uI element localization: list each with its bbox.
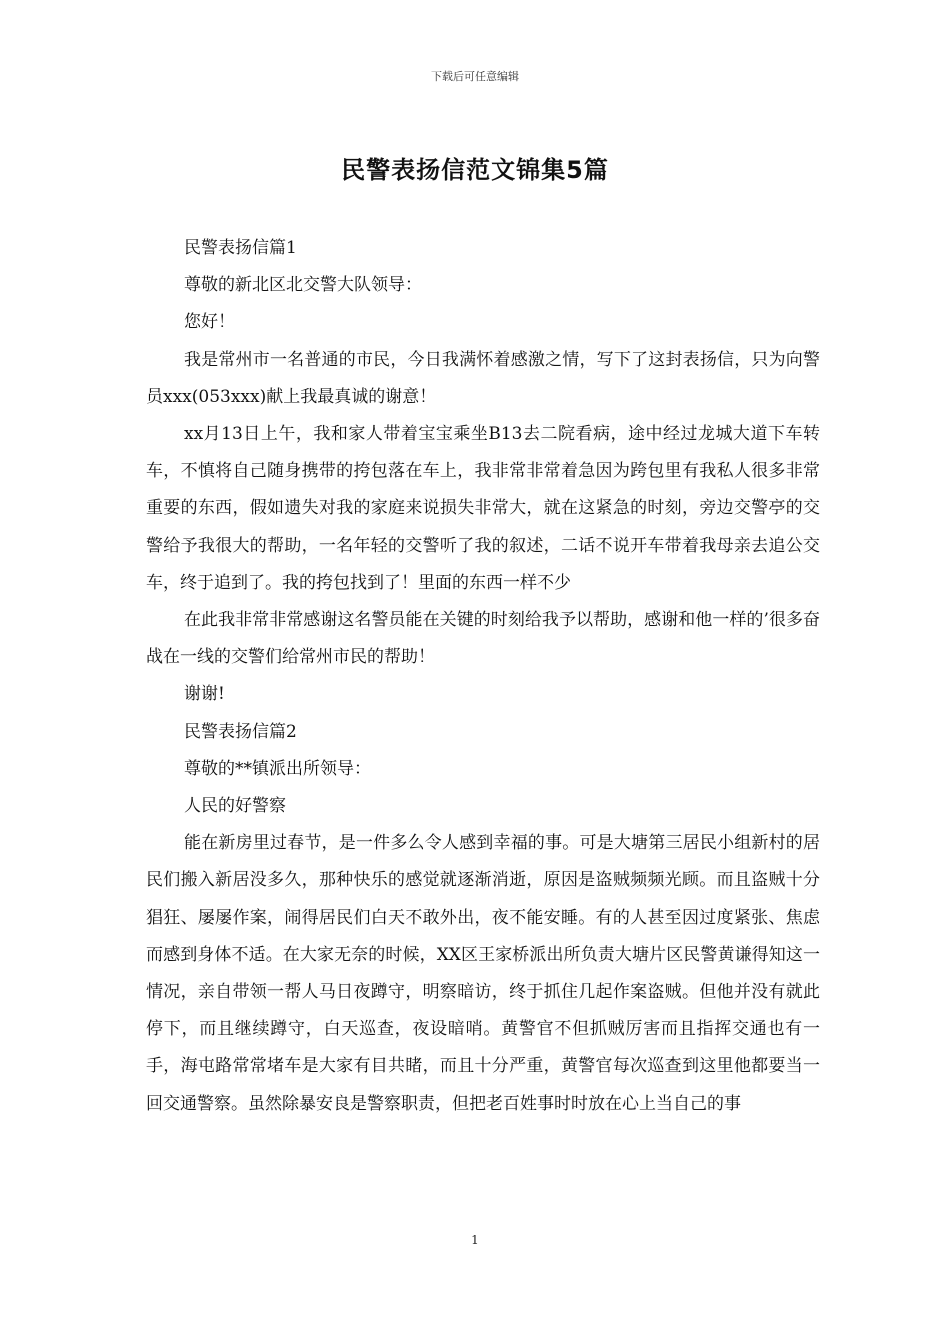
header-note: 下载后可任意编辑 xyxy=(431,70,519,83)
body-paragraph: xx月13日上午，我和家人带着宝宝乘坐B13去二院看病，途中经过龙城大道下车转车，不慎将自己随身携带的挎包落在车上，我非常非常着急因为跨包里有我私人很多非常重要的东西，假如遗失对我的家庭来说损失非常大，就在这紧急的时刻，旁边交警亭的交警给予我很大的帮助，一名年轻的交警听了我的叙述，二话不说开车带着我母亲去追公交车，终于追到了。我的挎包找到了！里面的东西一样不少 xyxy=(146,424,820,593)
salutation-1: 尊敬的新北区北交警大队领导： xyxy=(184,275,422,296)
section-heading-2: 民警表扬信篇2 xyxy=(184,721,297,742)
document-body xyxy=(146,230,820,1123)
document-title: 民警表扬信范文锦集5篇 xyxy=(341,156,609,184)
greeting: 您好！ xyxy=(184,312,235,333)
letter-subtitle: 人民的好警察 xyxy=(184,796,286,817)
body-paragraph: 能在新房里过春节，是一件多么令人感到幸福的事。可是大塘第三居民小组新村的居民们搬入新居没多久，那种快乐的感觉就逐渐消逝，原因是盗贼频频光顾。而且盗贼十分猖狂、屡屡作案，闹得居民们白天不敢外出，夜不能安睡。有的人甚至因过度紧张、焦虑而感到身体不适。在大家无奈的时候，XX区王家桥派出所负责大塘片区民警黄谦得知这一情况，亲自带领一帮人马日夜蹲守，明察暗访，终于抓住几起作案盗贼。但他并没有就此停下，而且继续蹲守，白天巡查，夜设暗哨。黄警官不但抓贼厉害而且指挥交通也有一手，海屯路常常堵车是大家有目共睹，而且十分严重，黄警官每次巡查到这里他都要当一回交通警察。虽然除暴安良是警察职责，但把老百姓事时时放在心上当自己的事 xyxy=(146,833,820,1114)
salutation-2: 尊敬的**镇派出所领导： xyxy=(184,758,371,779)
section-heading-1: 民警表扬信篇1 xyxy=(184,238,297,258)
page-number: 1 xyxy=(471,1233,479,1247)
closing-thanks: 谢谢! xyxy=(184,684,225,705)
body-paragraph: 在此我非常非常感谢这名警员能在关键的时刻给我予以帮助，感谢和他一样的’很多奋战在一线的交警们给常州市民的帮助！ xyxy=(146,610,820,668)
body-paragraph: 我是常州市一名普通的市民，今日我满怀着感激之情，写下了这封表扬信，只为向警员xxx(053xxx)献上我最真诚的谢意！ xyxy=(146,349,820,407)
